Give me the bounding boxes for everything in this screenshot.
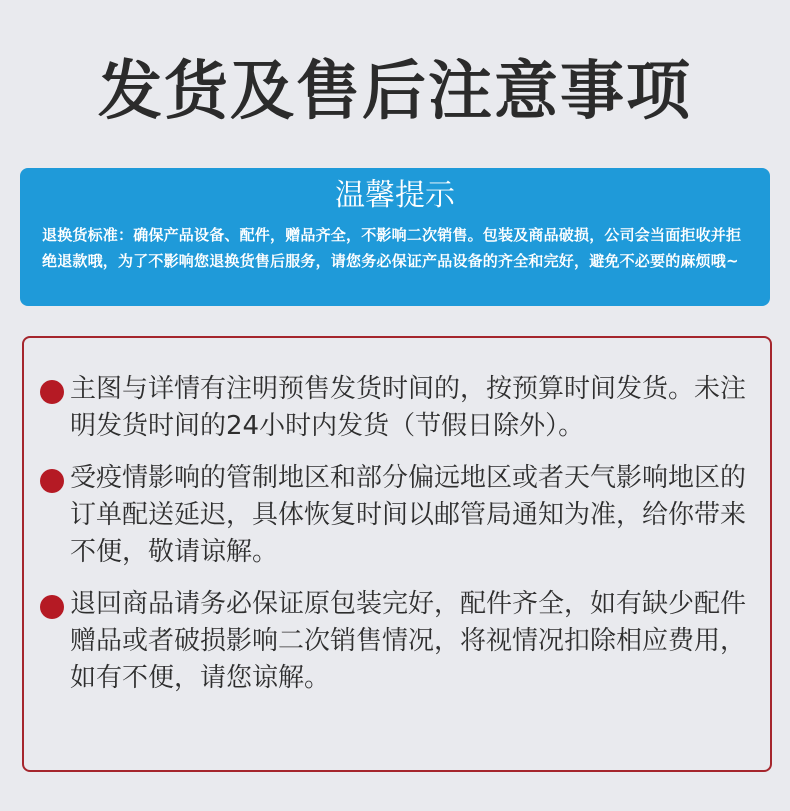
rule-text: 退回商品请务必保证原包装完好，配件齐全，如有缺少配件赠品或者破损影响二次销售情况，将视情况扣除相应费用，如有不便，请您谅解。 xyxy=(70,589,747,693)
notice-panel xyxy=(20,168,770,306)
rule-text: 主图与详情有注明预售发货时间的，按预算时间发货。未注明发货时间的24小时内发货（节假日除外）。 xyxy=(70,374,747,441)
bullet-icon xyxy=(40,595,64,619)
rule-text: 受疫情影响的管制地区和部分偏远地区或者天气影响地区的订单配送延迟，具体恢复时间以邮管局通知为准，给你带来不便，敬请谅解。 xyxy=(70,463,747,567)
bullet-icon xyxy=(40,380,64,404)
rule-item xyxy=(40,586,746,697)
bullet-icon xyxy=(40,469,64,493)
notice-title: 温馨提示 xyxy=(335,178,455,213)
notice-body: 退换货标准：确保产品设备、配件，赠品齐全，不影响二次销售。包装及商品破损，公司会当面拒收并拒绝退款哦，为了不影响您退换货售后服务，请您务必保证产品设备的齐全和完好，避免不必要的麻烦哦~ xyxy=(42,226,742,270)
page-title: 发货及售后注意事项 xyxy=(98,55,692,129)
rule-item xyxy=(40,460,746,571)
rules-panel xyxy=(22,336,772,772)
rule-item xyxy=(40,371,746,445)
